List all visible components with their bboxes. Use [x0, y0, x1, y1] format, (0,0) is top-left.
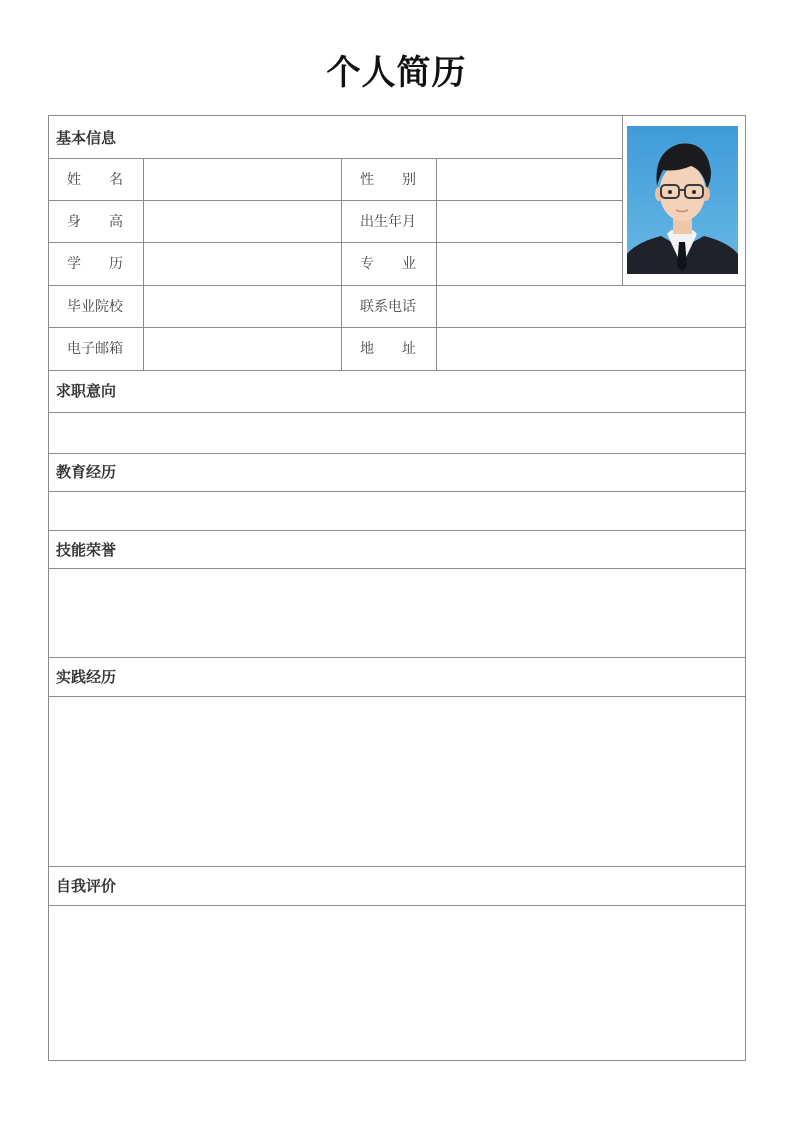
label-gender: 性 别	[360, 172, 416, 188]
section-heading-skills: 技能荣誉	[56, 541, 117, 559]
resume-table	[48, 115, 746, 1061]
section-heading-education: 教育经历	[56, 463, 117, 481]
label-graduate-school: 毕业院校	[67, 299, 123, 315]
label-education-level: 学 历	[67, 256, 123, 272]
label-height: 身 高	[67, 214, 123, 230]
label-major: 专 业	[360, 256, 416, 272]
section-heading-basic-info: 基本信息	[56, 129, 117, 147]
section-heading-practice: 实践经历	[56, 668, 117, 686]
label-birth-date: 出生年月	[360, 214, 416, 230]
label-name: 姓 名	[67, 172, 123, 188]
portrait-icon	[627, 126, 738, 274]
section-heading-self-evaluation: 自我评价	[56, 877, 117, 895]
page-title: 个人简历	[326, 53, 467, 93]
label-email: 电子邮箱	[67, 341, 123, 357]
portrait-photo	[627, 126, 738, 274]
label-phone: 联系电话	[360, 299, 416, 315]
section-heading-job-intention: 求职意向	[56, 382, 117, 400]
label-address: 地 址	[360, 341, 416, 357]
